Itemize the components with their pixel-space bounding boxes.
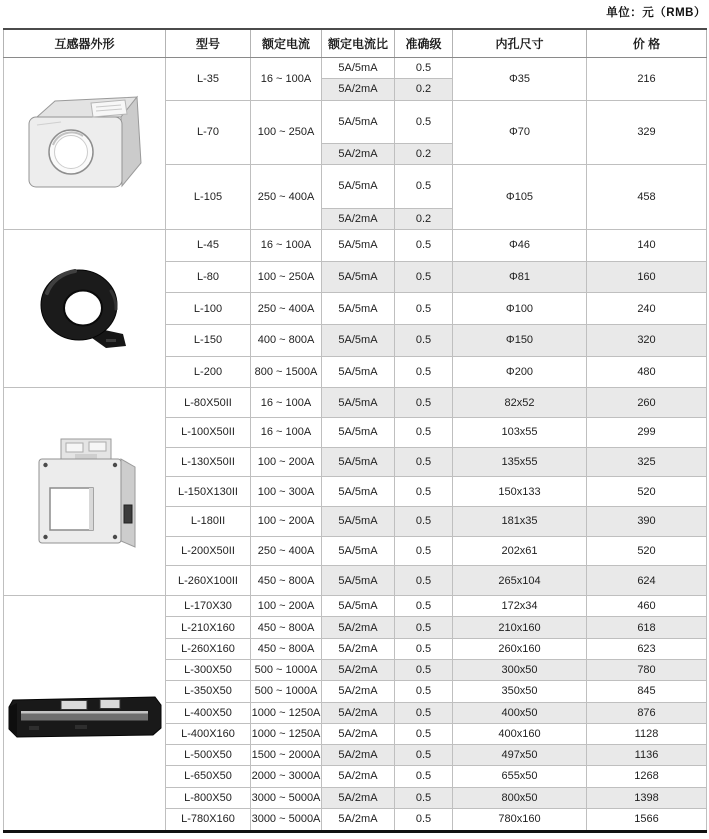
cell-model: L-200X50II (166, 536, 251, 566)
cell-hole-size: 350x50 (453, 681, 587, 702)
cell-current-ratio: 5A/5mA (322, 596, 395, 617)
cell-model: L-200 (166, 356, 251, 388)
cell-current-ratio: 5A/5mA (322, 536, 395, 566)
transformer-price-table (3, 28, 707, 833)
cell-hole-size: 135x55 (453, 447, 587, 477)
cell-accuracy-class: 0.5 (395, 596, 453, 617)
cell-hole-size: 210x160 (453, 617, 587, 638)
cell-hole-size: 202x61 (453, 536, 587, 566)
cell-model: L-500X50 (166, 745, 251, 766)
cell-model: L-260X160 (166, 638, 251, 659)
cell-current-ratio: 5A/2mA (322, 787, 395, 808)
cell-rated-current: 400 ~ 800A (251, 324, 322, 356)
cell-price: 618 (587, 617, 707, 638)
header-appearance: 互感器外形 (4, 29, 166, 58)
cell-rated-current: 16 ~ 100A (251, 229, 322, 261)
cell-current-ratio: 5A/5mA (322, 58, 395, 79)
cell-price: 780 (587, 659, 707, 680)
cell-hole-size: 400x160 (453, 723, 587, 744)
cell-model: L-780X160 (166, 808, 251, 831)
cell-rated-current: 16 ~ 100A (251, 58, 322, 101)
cell-current-ratio: 5A/5mA (322, 293, 395, 325)
cell-rated-current: 250 ~ 400A (251, 293, 322, 325)
table-row (4, 388, 707, 418)
cell-rated-current: 1500 ~ 2000A (251, 745, 322, 766)
unit-label: 单位：元（RMB） (606, 7, 706, 19)
cell-accuracy-class: 0.5 (395, 536, 453, 566)
cell-accuracy-class: 0.2 (395, 143, 453, 164)
cell-price: 216 (587, 58, 707, 101)
cell-price: 260 (587, 388, 707, 418)
cell-rated-current: 100 ~ 200A (251, 447, 322, 477)
cell-accuracy-class: 0.5 (395, 261, 453, 293)
cell-accuracy-class: 0.5 (395, 324, 453, 356)
cell-current-ratio: 5A/2mA (322, 143, 395, 164)
cell-model: L-170X30 (166, 596, 251, 617)
cell-price: 520 (587, 477, 707, 507)
cell-current-ratio: 5A/2mA (322, 723, 395, 744)
header-current-ratio: 额定电流比 (322, 29, 395, 58)
cell-rated-current: 100 ~ 300A (251, 477, 322, 507)
cell-accuracy-class: 0.5 (395, 659, 453, 680)
cell-hole-size: Φ46 (453, 229, 587, 261)
header-model: 型号 (166, 29, 251, 58)
product-photo-busbar (4, 596, 166, 832)
cell-model: L-150 (166, 324, 251, 356)
cell-price: 876 (587, 702, 707, 723)
cell-rated-current: 500 ~ 1000A (251, 681, 322, 702)
cell-price: 845 (587, 681, 707, 702)
cell-current-ratio: 5A/2mA (322, 79, 395, 100)
cell-price: 458 (587, 165, 707, 230)
cell-current-ratio: 5A/5mA (322, 477, 395, 507)
cell-accuracy-class: 0.5 (395, 477, 453, 507)
cell-current-ratio: 5A/5mA (322, 418, 395, 448)
cell-hole-size: 172x34 (453, 596, 587, 617)
table-row (4, 596, 707, 617)
cell-model: L-300X50 (166, 659, 251, 680)
cell-price: 624 (587, 566, 707, 596)
cell-price: 1136 (587, 745, 707, 766)
cell-rated-current: 450 ~ 800A (251, 638, 322, 659)
product-photo-box-round (4, 58, 166, 230)
cell-hole-size: 780x160 (453, 808, 587, 831)
cell-price: 1566 (587, 808, 707, 831)
cell-hole-size: 260x160 (453, 638, 587, 659)
cell-accuracy-class: 0.5 (395, 638, 453, 659)
header-hole-size: 内孔尺寸 (453, 29, 587, 58)
cell-current-ratio: 5A/2mA (322, 702, 395, 723)
cell-hole-size: Φ150 (453, 324, 587, 356)
cell-accuracy-class: 0.5 (395, 165, 453, 208)
cell-hole-size: 181x35 (453, 507, 587, 537)
cell-rated-current: 2000 ~ 3000A (251, 766, 322, 787)
cell-accuracy-class: 0.5 (395, 808, 453, 831)
cell-accuracy-class: 0.5 (395, 293, 453, 325)
cell-rated-current: 100 ~ 200A (251, 596, 322, 617)
cell-rated-current: 16 ~ 100A (251, 418, 322, 448)
cell-current-ratio: 5A/2mA (322, 808, 395, 831)
cell-hole-size: 300x50 (453, 659, 587, 680)
cell-hole-size: Φ105 (453, 165, 587, 230)
cell-price: 160 (587, 261, 707, 293)
cell-price: 240 (587, 293, 707, 325)
cell-price: 1268 (587, 766, 707, 787)
cell-accuracy-class: 0.2 (395, 208, 453, 229)
cell-rated-current: 450 ~ 800A (251, 617, 322, 638)
cell-hole-size: Φ70 (453, 100, 587, 165)
cell-hole-size: Φ81 (453, 261, 587, 293)
cell-current-ratio: 5A/5mA (322, 507, 395, 537)
cell-hole-size: 150x133 (453, 477, 587, 507)
cell-model: L-260X100II (166, 566, 251, 596)
cell-accuracy-class: 0.5 (395, 447, 453, 477)
busbar-transformer-photo (5, 684, 165, 742)
cell-model: L-210X160 (166, 617, 251, 638)
cell-model: L-100X50II (166, 418, 251, 448)
cell-hole-size: Φ35 (453, 58, 587, 101)
cell-price: 325 (587, 447, 707, 477)
cell-model: L-80 (166, 261, 251, 293)
cell-price: 1398 (587, 787, 707, 808)
cell-price: 390 (587, 507, 707, 537)
cell-accuracy-class: 0.5 (395, 507, 453, 537)
cell-current-ratio: 5A/2mA (322, 766, 395, 787)
product-photo-toroid (4, 229, 166, 388)
cell-rated-current: 3000 ~ 5000A (251, 787, 322, 808)
cell-rated-current: 16 ~ 100A (251, 388, 322, 418)
cell-rated-current: 100 ~ 250A (251, 261, 322, 293)
cell-hole-size: 400x50 (453, 702, 587, 723)
cell-hole-size: Φ100 (453, 293, 587, 325)
cell-accuracy-class: 0.5 (395, 702, 453, 723)
cell-rated-current: 100 ~ 200A (251, 507, 322, 537)
cell-rated-current: 250 ~ 400A (251, 165, 322, 230)
cell-price: 320 (587, 324, 707, 356)
cell-accuracy-class: 0.5 (395, 617, 453, 638)
cell-accuracy-class: 0.5 (395, 723, 453, 744)
cell-rated-current: 1000 ~ 1250A (251, 702, 322, 723)
cell-accuracy-class: 0.5 (395, 58, 453, 79)
cell-model: L-130X50II (166, 447, 251, 477)
cell-current-ratio: 5A/5mA (322, 324, 395, 356)
cell-accuracy-class: 0.5 (395, 766, 453, 787)
cell-current-ratio: 5A/5mA (322, 229, 395, 261)
square-frame-transformer-photo (23, 429, 147, 555)
cell-price: 460 (587, 596, 707, 617)
cell-model: L-800X50 (166, 787, 251, 808)
cell-price: 329 (587, 100, 707, 165)
cell-hole-size: 265x104 (453, 566, 587, 596)
table-row (4, 58, 707, 79)
cell-model: L-150X130II (166, 477, 251, 507)
header-accuracy-class: 准确级 (395, 29, 453, 58)
cell-model: L-35 (166, 58, 251, 101)
cell-current-ratio: 5A/5mA (322, 388, 395, 418)
cell-model: L-350X50 (166, 681, 251, 702)
table-row (4, 229, 707, 261)
cell-current-ratio: 5A/2mA (322, 681, 395, 702)
cell-rated-current: 500 ~ 1000A (251, 659, 322, 680)
cell-accuracy-class: 0.5 (395, 229, 453, 261)
cell-hole-size: Φ200 (453, 356, 587, 388)
cell-rated-current: 1000 ~ 1250A (251, 723, 322, 744)
cell-current-ratio: 5A/5mA (322, 356, 395, 388)
cell-price: 520 (587, 536, 707, 566)
box-transformer-round-hole-photo (21, 91, 149, 195)
cell-model: L-105 (166, 165, 251, 230)
cell-price: 623 (587, 638, 707, 659)
header-row (4, 29, 707, 58)
cell-rated-current: 450 ~ 800A (251, 566, 322, 596)
cell-accuracy-class: 0.5 (395, 356, 453, 388)
header-price: 价 格 (587, 29, 707, 58)
cell-rated-current: 100 ~ 250A (251, 100, 322, 165)
cell-accuracy-class: 0.5 (395, 418, 453, 448)
cell-hole-size: 655x50 (453, 766, 587, 787)
cell-model: L-650X50 (166, 766, 251, 787)
cell-accuracy-class: 0.5 (395, 787, 453, 808)
cell-accuracy-class: 0.5 (395, 100, 453, 143)
cell-current-ratio: 5A/5mA (322, 165, 395, 208)
cell-price: 1128 (587, 723, 707, 744)
cell-model: L-45 (166, 229, 251, 261)
cell-hole-size: 800x50 (453, 787, 587, 808)
cell-price: 480 (587, 356, 707, 388)
cell-model: L-180II (166, 507, 251, 537)
cell-model: L-70 (166, 100, 251, 165)
cell-rated-current: 3000 ~ 5000A (251, 808, 322, 831)
cell-price: 140 (587, 229, 707, 261)
cell-rated-current: 800 ~ 1500A (251, 356, 322, 388)
toroidal-transformer-photo (26, 261, 144, 357)
header-rated-current: 额定电流 (251, 29, 322, 58)
cell-accuracy-class: 0.5 (395, 388, 453, 418)
cell-current-ratio: 5A/2mA (322, 745, 395, 766)
cell-current-ratio: 5A/2mA (322, 659, 395, 680)
cell-current-ratio: 5A/5mA (322, 566, 395, 596)
cell-accuracy-class: 0.5 (395, 566, 453, 596)
cell-hole-size: 103x55 (453, 418, 587, 448)
cell-accuracy-class: 0.5 (395, 681, 453, 702)
cell-accuracy-class: 0.2 (395, 79, 453, 100)
cell-rated-current: 250 ~ 400A (251, 536, 322, 566)
cell-price: 299 (587, 418, 707, 448)
cell-current-ratio: 5A/5mA (322, 447, 395, 477)
cell-current-ratio: 5A/2mA (322, 638, 395, 659)
cell-model: L-100 (166, 293, 251, 325)
cell-accuracy-class: 0.5 (395, 745, 453, 766)
cell-model: L-80X50II (166, 388, 251, 418)
cell-current-ratio: 5A/5mA (322, 100, 395, 143)
cell-current-ratio: 5A/5mA (322, 261, 395, 293)
product-photo-square-frame (4, 388, 166, 596)
cell-hole-size: 82x52 (453, 388, 587, 418)
cell-hole-size: 497x50 (453, 745, 587, 766)
cell-current-ratio: 5A/2mA (322, 208, 395, 229)
cell-current-ratio: 5A/2mA (322, 617, 395, 638)
cell-model: L-400X160 (166, 723, 251, 744)
cell-model: L-400X50 (166, 702, 251, 723)
